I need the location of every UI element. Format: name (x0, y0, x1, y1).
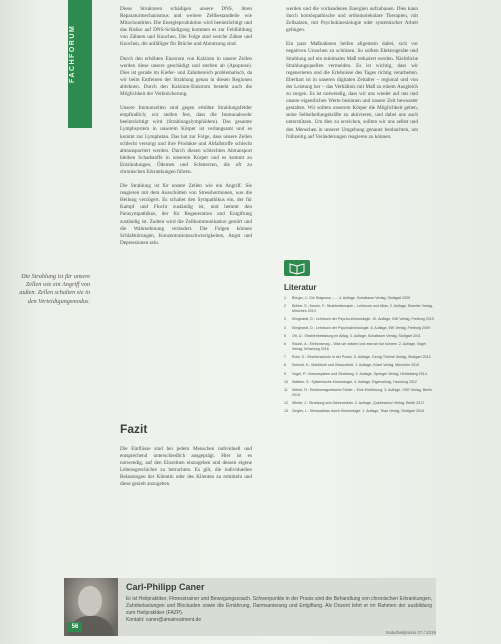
paragraph: Unsere Immunzellen sind gegen erhöhte Strahlungsfelder empfindlich; wir stellen fest, dass die Immunabwehr beeinträchtigt wird (Strahlungslymphödem). Das gesamte Lymphsystem in unserem Körper ist verlangsamt und es kommt zur Lymphstau. Das hat zur Folge, dass unsere Zellen schlecht versorgt und ihre Produkte und Abfallstoffe schlecht abtransportiert werden. Durch diesen schlechten Abtransport bleiben Schadstoffe in unserem Körper und es kommt zu Entzündungen, Ödemen und Schmerzen, die oft zu chronischen Erkrankungen führen. (120, 105, 252, 175)
literature-item: 13 Ziegler, L.: Stressabbau durch Kinesiologie. 1. Auflage, Trias Verlag, Stuttgart 2018 (284, 409, 424, 414)
page-number: 56 (68, 622, 82, 632)
literature-item: 8 Schmid, K.: Mobilfunk und Gesundheit. 1. Auflage, Kösel Verlag, München 2010 (284, 363, 420, 368)
author-bio-text: Er ist Heilpraktiker, Fitnesstrainer und Bewegungscoach. Schwerpunkte in der Praxis sind die Behandlung von chronischen Erkrankungen, Zahnbelastungen und Blockaden sowie die Ernährung, Darmsanierung und Entgiftung. Als Dozent lehrt er im Rahmen der ausbildung zum Heilpraktiker (FAZP). (126, 596, 433, 616)
article-column-left (120, 6, 252, 254)
fazit-text (120, 446, 252, 496)
literature-item: 5 Ott, U.: Strahlenbelastung im Alltag. 3. Auflage, Schattauer Verlag, Stuttgart 2011 (284, 333, 421, 338)
paragraph: Die Einflüsse sind bei jedem Menschen individuell und entsprechend unterschiedlich ausgeprägt. Hier ist es notwendig, auf den Einzelnen einzugehen und dessen eigene Lebensgeschichte zu betrachten. Es gilt, die individuellen Belastungen der Klientin oder des Klienten zu ermitteln und diese gezielt anzugehen. (120, 446, 252, 488)
fazit-heading: Fazit (120, 422, 148, 436)
literature-item: 1 Bürger, J.: Die Diagnose – ... 4. Auflage, Schattauer Verlag, Stuttgart 2009 (284, 296, 411, 300)
literature-heading: Literatur (284, 283, 317, 292)
literature-item: 10 Walther, S.: Systemische Kinesiologie. 4. Auflage, Eigenverlag, Hamburg 2012 (284, 379, 417, 384)
literature-item: 12 Winter, J.: Strahlung und Zahnmedizin. 2. Auflage, Quintessenz Verlag, Berlin 2017 (284, 401, 425, 406)
literature-item: 9 Vogel, P.: Immunsystem und Strahlung. 2. Auflage, Springer Verlag, Heidelberg 2014 (284, 371, 427, 376)
paragraph: Diese Strukturen schädigen unsere DNS, ihren Reparaturmechanismus und weitere Zellbestandteile wie Mitochondrien. Die Energieproduktion wird beeinträchtigt und das Risiko auf DNS-Schädigung kommen es zur Fehlbildung von Zähnen und Knochen. Die Folge sind weiche Zähne und Knochen, die anfälliger für Brüche und Abnutzung sind. (120, 6, 252, 48)
literature-item: 4 Klinghardt, D.: Lehrbuch der Psychokinesiologie. 8. Auflage, INK Verlag, Freiburg 2009 (284, 325, 431, 330)
paragraph: Die Strahlung ist für unsere Zellen wie ein Angriff. Sie reagieren mit dem Ausschütten von Stresshormonen, was die Heilung verzögert. Es schaltet den Sympathikus ein, der für Kampf und Flucht zuständig ist, und hemmt den Parasympathikus, der für Regeneration und Entgiftung zuständig ist. Zudem wird die Zellkommunikation gestört und die Wahrnehmung verändert. Die Folgen können Schlafstörungen, Konzentrationsschwierigkeiten, Angst und Depressionen sein. (120, 183, 252, 246)
literature-item: 2 Bühler, S.; Kreutz, F.: Strahlentherapie – Lehrbuch und Atlas. 2. Auflage, Elsevier Verlag, München 2014 (284, 304, 433, 314)
literature-item: 3 Klinghardt, D.: Lehrbuch der Psycho-Kinesiologie. 10. Auflage, INK Verlag, Freiburg 2015 (284, 317, 434, 322)
literature-item: 7 Ruhl, G.: Strahlenschutz in der Praxis. 5. Auflage, Georg Thieme Verlag, Stuttgart 2013 (284, 355, 431, 360)
literature-item: 6 Rauch, A.: Elektrosmog – Was wir wissen und was wir tun können. 2. Auflage, Vogel Verlag, Würzburg 2016 (284, 341, 426, 351)
book-icon (284, 260, 310, 276)
issue-footer: Naturheilpraxis 07 / 2019 (385, 630, 436, 635)
pull-quote: Die Strahlung ist für unsere Zellen wie ein Angriff von außen. Zellen schalten sie in den Verteidigungsmodus. (19, 273, 90, 305)
literature-list (284, 296, 434, 417)
literature-item: 11 Weber, R.: Elektromagnetische Felder – Eine Einführung. 3. Auflage, VDE Verlag, Berlin 2015 (284, 387, 432, 397)
paragraph: Durch den erhöhten Einstrom von Kalzium in unsere Zellen werden diese unsere geschädigt und sterben ab (Apoptose). Dies ist gerade im Kiefer- und Zahnbereich problematisch, da wir beim Entfernen der Strahlung genau in diesen Regionen ablehnen. Durch den Kalzium-Einstrom besteht auch die Möglichkeit der Verknöcherung. (120, 55, 252, 98)
article-column-right (286, 6, 418, 148)
section-label: FACHFORUM (69, 24, 76, 84)
paragraph: werden und die vorhandenen Energien aufzubauen. Dies kann durch homöopathische und orthomolekulare Therapien, mit Zellsalzen, mit Psychokinesiologie oder systemischer Arbeit gelingen. (286, 6, 418, 34)
author-bio (126, 596, 432, 624)
paragraph: Ein paar Maßnahmen helfen allgemein dabei, sich vor negativen Ursachen zu schützen. So sollten Elektrogeräte und Strahlung auf ein minimales Maß reduziert werden. Nächtliche Strahlungsquellen vermeiden. Es ist wichtig, dass wir regenerieren und die Erlebnisse des Tages richtig verarbeiten. Eberhart ist in unseren digitalen Zeitalter – regional und von der Leistung her – das Verhältnis mit Maß zu einem Ausgleich zu sorgen. Es ist notwendig, dass wir uns wieder auf uns und unsere eigentlichen Werte besinnen und unsere Zeit bewusster gestalten. Wir sollten unserem Körper die Möglichkeit geben, seine Selbstheilungskräfte zu aktivieren, und dabei uns auch unterstützen. Um dies zu erreichen, sollten wir uns selbst und den Menschen in unserer Umgebung genauer beobachten, um frühzeitig auf Veränderungen reagieren zu können. (286, 41, 418, 140)
author-contact: Kontakt: caner@amatreatment.de (126, 617, 202, 623)
author-name: Carl-Philipp Caner (126, 582, 205, 592)
